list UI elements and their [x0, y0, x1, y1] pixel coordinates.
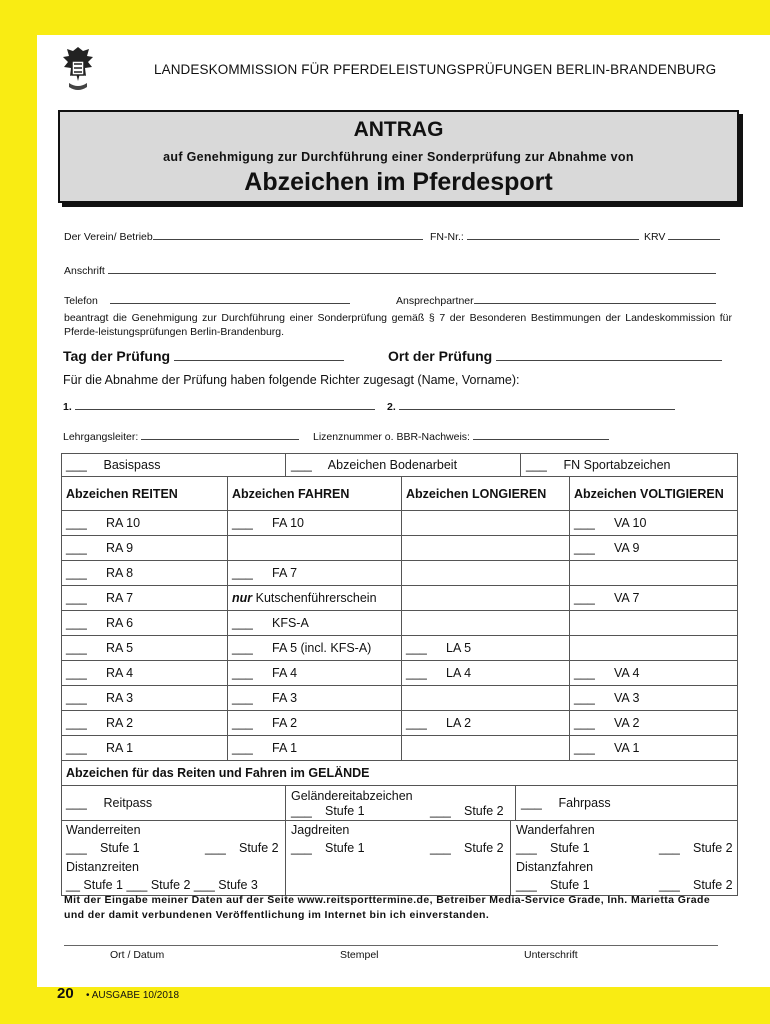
table-row: [62, 586, 738, 611]
wanderfahren-distanzfahren-cell: Wanderfahren ___ Stufe 1 ___ Stufe 2 Distanzfahren ___ Stufe 1 ___ Stufe 2: [516, 823, 733, 892]
wanderreiten-distanzreiten-cell: Wanderreiten ___ Stufe 1 ___ Stufe 2 Distanzreiten __ Stufe 1 ___ Stufe 2 ___ Stufe 3: [62, 821, 286, 895]
fn-sportabzeichen-option[interactable]: ___ FN Sportabzeichen: [526, 458, 671, 472]
bodenarbeit-option[interactable]: ___ Abzeichen Bodenarbeit: [286, 454, 521, 476]
abzeichen-cell: [402, 586, 570, 611]
distanzfahren-stufe2[interactable]: ___ Stufe 2: [659, 878, 733, 892]
table-row: [62, 536, 738, 561]
abzeichen-cell[interactable]: ___ FA 7: [228, 561, 402, 586]
abzeichen-cell: [228, 536, 402, 561]
table-row: [62, 636, 738, 661]
abzeichen-cell[interactable]: ___ RA 9: [62, 536, 228, 561]
basispass-option[interactable]: ___ Basispass: [62, 454, 286, 476]
lehrgangsleiter-field[interactable]: Lehrgangsleiter:: [63, 430, 299, 443]
organization-title: LANDESKOMMISSION FÜR PFERDELEISTUNGSPRÜFUNGEN BERLIN-BRANDENBURG: [154, 62, 717, 77]
table-row: [62, 661, 738, 686]
wanderreiten-stufe2[interactable]: ___ Stufe 2: [205, 841, 279, 855]
subtitle: auf Genehmigung zur Durchführung einer Sonderprüfung zur Abnahme von: [163, 150, 634, 164]
abzeichen-cell[interactable]: ___ FA 5 (incl. KFS-A): [228, 636, 402, 661]
abzeichen-cell[interactable]: ___ RA 7: [62, 586, 228, 611]
reitpass-option[interactable]: ___ Reitpass: [62, 786, 286, 820]
abzeichen-cell: [570, 561, 738, 586]
abzeichen-cell[interactable]: ___ FA 4: [228, 661, 402, 686]
gelaende-title: Abzeichen für das Reiten und Fahren im GELÄNDE: [62, 761, 738, 786]
abzeichen-cell[interactable]: ___ FA 1: [228, 736, 402, 761]
brandenburg-eagle-crest-icon: [59, 43, 97, 93]
form-sheet: [37, 35, 770, 987]
distanzreiten-stufen[interactable]: __ Stufe 1 ___ Stufe 2 ___ Stufe 3: [66, 878, 258, 892]
abzeichen-cell[interactable]: ___ VA 9: [570, 536, 738, 561]
ort-der-pruefung-field[interactable]: Ort der Prüfung: [388, 348, 722, 364]
abzeichen-cell[interactable]: ___ LA 2: [402, 711, 570, 736]
anschrift-field[interactable]: Anschrift: [64, 264, 716, 277]
abzeichen-cell[interactable]: ___ VA 1: [570, 736, 738, 761]
abzeichen-cell[interactable]: ___ RA 3: [62, 686, 228, 711]
wanderfahren-stufe2[interactable]: ___ Stufe 2: [659, 841, 733, 855]
abzeichen-cell[interactable]: ___ RA 8: [62, 561, 228, 586]
top-options-row: [62, 454, 738, 477]
table-row: [62, 711, 738, 736]
header-longieren: Abzeichen LONGIEREN: [402, 477, 570, 511]
tag-der-pruefung-field[interactable]: Tag der Prüfung: [63, 348, 344, 364]
unterschrift-label: Unterschrift: [524, 949, 578, 961]
abzeichen-cell[interactable]: ___ FA 2: [228, 711, 402, 736]
abzeichen-cell[interactable]: ___ RA 1: [62, 736, 228, 761]
table-row: [62, 611, 738, 636]
gelaende-row-2: [62, 821, 738, 896]
abzeichen-cell[interactable]: ___ VA 2: [570, 711, 738, 736]
abzeichen-cell[interactable]: ___ RA 5: [62, 636, 228, 661]
abzeichen-cell: [402, 686, 570, 711]
lizenz-field[interactable]: Lizenznummer o. BBR-Nachweis:: [313, 430, 609, 443]
abzeichen-cell[interactable]: ___ FA 3: [228, 686, 402, 711]
verein-field[interactable]: Der Verein/ Betrieb: [64, 230, 423, 243]
header-voltigieren: Abzeichen VOLTIGIEREN: [570, 477, 738, 511]
table-row: [62, 686, 738, 711]
abzeichen-cell: [570, 636, 738, 661]
fn-field[interactable]: FN-Nr.:: [430, 230, 639, 243]
table-row: [62, 511, 738, 536]
abzeichen-table: [61, 453, 738, 896]
stempel-label: Stempel: [340, 949, 379, 961]
ort-datum-label: Ort / Datum: [110, 949, 165, 961]
title-box: [58, 110, 739, 203]
header-row: [62, 477, 738, 511]
abzeichen-cell[interactable]: ___ VA 4: [570, 661, 738, 686]
wanderfahren-stufe1[interactable]: ___ Stufe 1: [516, 841, 590, 855]
gelaendereitabzeichen-cell: Geländereitabzeichen ___ Stufe 1 ___ Stufe 2: [286, 786, 516, 820]
page-number: 20: [57, 985, 74, 1002]
abzeichen-cell[interactable]: ___ RA 2: [62, 711, 228, 736]
abzeichen-cell[interactable]: ___ RA 6: [62, 611, 228, 636]
gelaende-header-row: [62, 761, 738, 786]
gelaende-row-1: [62, 786, 738, 821]
abzeichen-cell[interactable]: ___ VA 10: [570, 511, 738, 536]
abzeichen-cell: [402, 536, 570, 561]
consent-note: Mit der Eingabe meiner Daten auf der Seite www.reitsporttermine.de, Betreiber Media-Service Grade, Inh. Marietta Grade und der damit verbundenen Veröffentlichung im Internet bin ich einverstanden.: [64, 894, 711, 921]
abzeichen-cell: [402, 561, 570, 586]
wanderreiten-stufe1[interactable]: ___ Stufe 1: [66, 841, 140, 855]
abzeichen-cell: [570, 611, 738, 636]
telefon-field[interactable]: Telefon: [64, 294, 350, 307]
table-row: [62, 736, 738, 761]
antrag-heading: ANTRAG: [353, 118, 444, 141]
issue-label: • AUSGABE 10/2018: [86, 990, 180, 1001]
richter-text: Für die Abnahme der Prüfung haben folgende Richter zugesagt (Name, Vorname):: [63, 373, 520, 387]
richter-2-field[interactable]: 2.: [387, 400, 675, 413]
abzeichen-cell[interactable]: ___ RA 4: [62, 661, 228, 686]
abzeichen-cell[interactable]: nur Kutschenführerschein: [228, 586, 402, 611]
main-title: Abzeichen im Pferdesport: [244, 168, 553, 196]
header-reiten: Abzeichen REITEN: [62, 477, 228, 511]
richter-1-field[interactable]: 1.: [63, 400, 375, 413]
abzeichen-cell: [402, 611, 570, 636]
request-paragraph: beantragt die Genehmigung zur Durchführung einer Sonderprüfung gemäß § 7 der Besonderen Bestimmungen der Landeskommission für Pferde-leistungsprüfungen Berlin-Brandenburg.: [64, 312, 732, 338]
ansprechpartner-field[interactable]: Ansprechpartner: [396, 294, 716, 307]
abzeichen-cell: [402, 736, 570, 761]
abzeichen-cell: [402, 511, 570, 536]
distanzfahren-stufe1[interactable]: ___ Stufe 1: [516, 878, 590, 892]
fahrpass-option[interactable]: ___ Fahrpass: [521, 796, 611, 810]
table-row: [62, 561, 738, 586]
jagdreiten-stufe2[interactable]: ___ Stufe 2: [430, 841, 504, 855]
abzeichen-cell[interactable]: ___ LA 4: [402, 661, 570, 686]
abzeichen-cell[interactable]: ___ RA 10: [62, 511, 228, 536]
signature-line[interactable]: [64, 945, 718, 946]
abzeichen-cell[interactable]: ___ FA 10: [228, 511, 402, 536]
gelaendereit-stufe2[interactable]: ___ Stufe 2: [430, 804, 504, 818]
krv-field[interactable]: KRV: [644, 230, 720, 243]
abzeichen-cell[interactable]: ___ LA 5: [402, 636, 570, 661]
header-fahren: Abzeichen FAHREN: [228, 477, 402, 511]
abzeichen-cell[interactable]: ___ VA 3: [570, 686, 738, 711]
gelaendereit-stufe1[interactable]: ___ Stufe 1: [291, 804, 365, 818]
abzeichen-cell[interactable]: ___ VA 7: [570, 586, 738, 611]
jagdreiten-cell: Jagdreiten ___ Stufe 1 ___ Stufe 2: [286, 821, 511, 895]
jagdreiten-stufe1[interactable]: ___ Stufe 1: [291, 841, 365, 855]
abzeichen-cell[interactable]: ___ KFS-A: [228, 611, 402, 636]
